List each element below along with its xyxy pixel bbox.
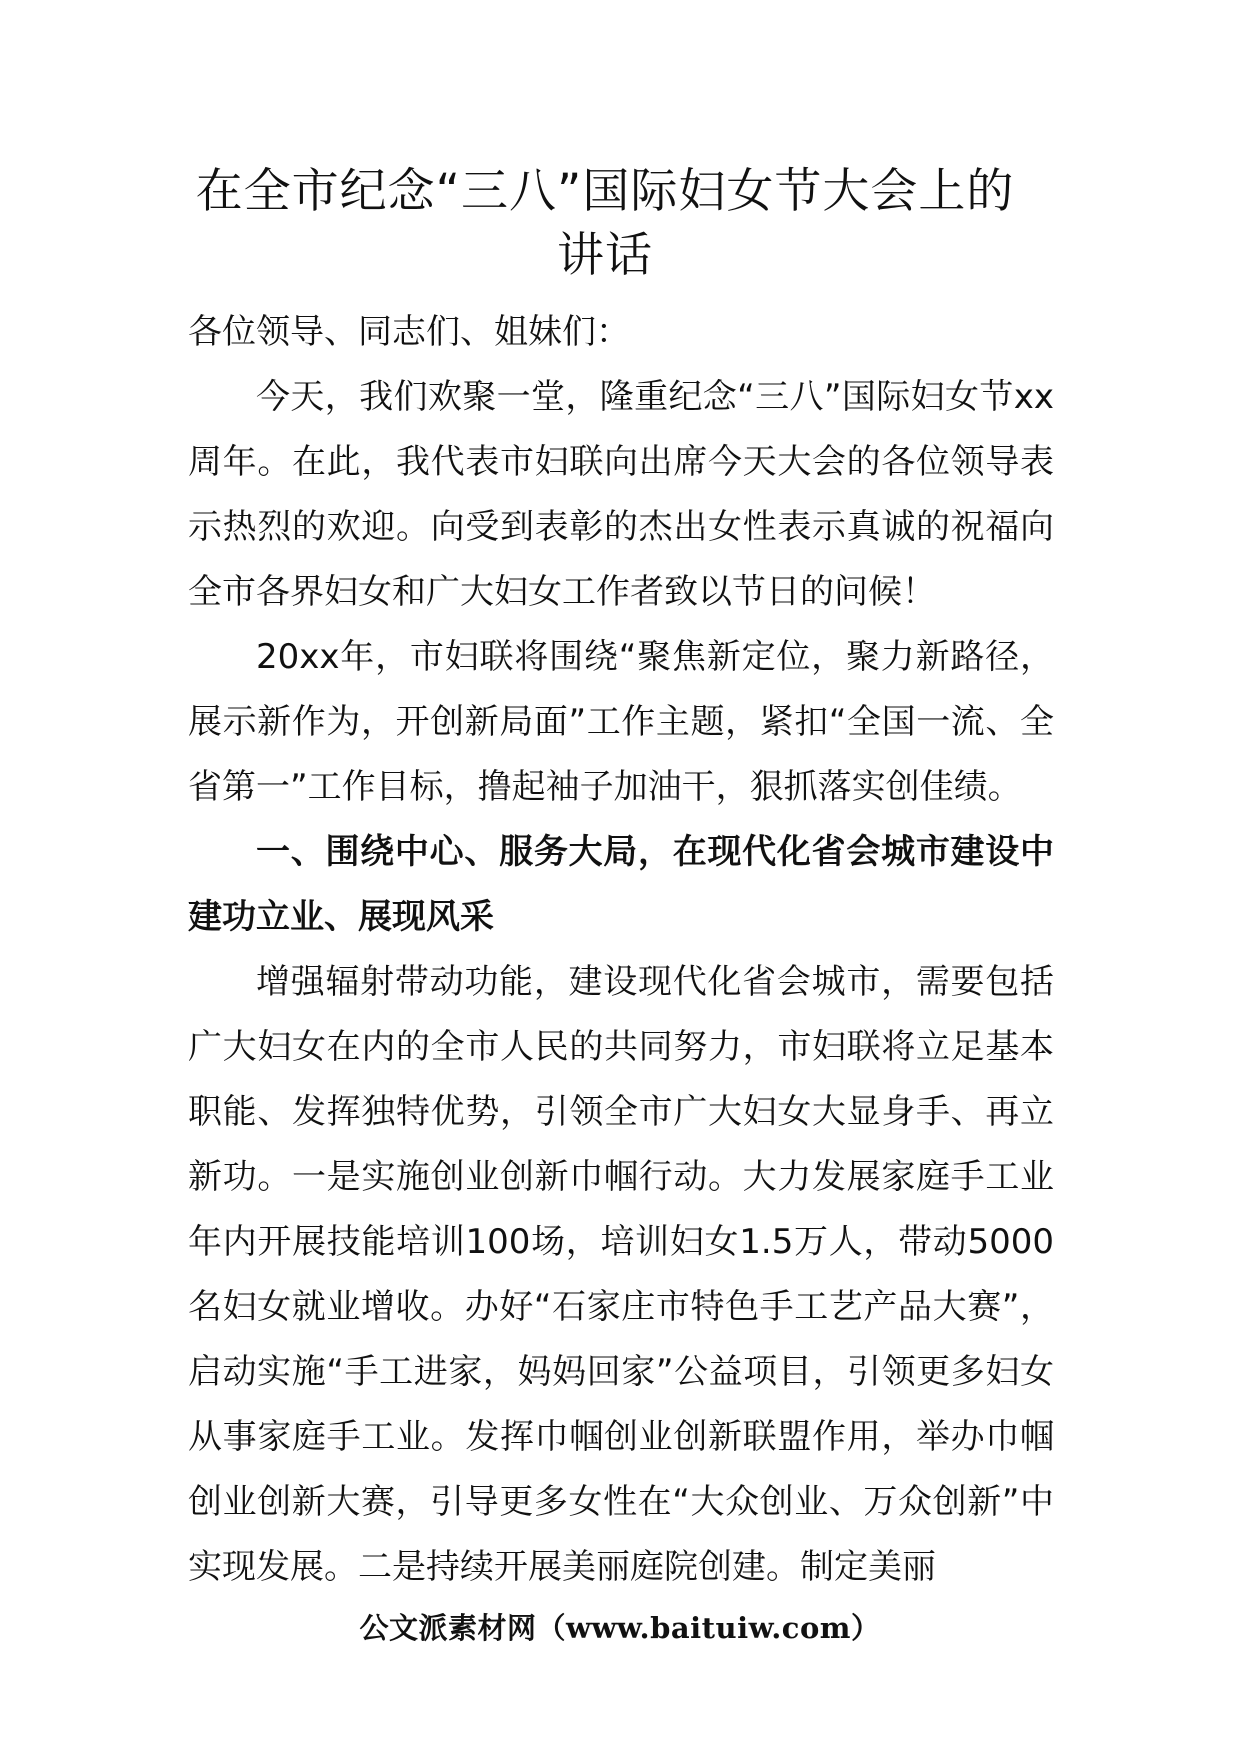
section-heading: 一、围绕中心、服务大局，在现代化省会城市建设中建功立业、展现风采: [188, 832, 1054, 937]
title-line-2: 讲话: [557, 228, 653, 283]
document-body: [188, 300, 1054, 1600]
section-paragraph: 增强辐射带动功能，建设现代化省会城市，需要包括广大妇女在内的全市人民的共同努力，市妇联将立足基本职能、发挥独特优势，引领全市广大妇女大显身手、再立新功。一是实施创业创新巾帼行动。大力发展家庭手工业年内开展技能培训100场，培训妇女1.5万人，带动5000名妇女就业增收。办好“石家庄市特色手工艺产品大赛”，启动实施“手工进家，妈妈回家”公益项目，引领更多妇女从事家庭手工业。发挥巾帼创业创新联盟作用，举办巾帼创业创新大赛，引导更多女性在“大众创业、万众创新”中实现发展。二是持续开展美丽庭院创建。制定美丽: [188, 962, 1054, 1587]
document-title: [150, 160, 1060, 288]
salutation: 各位领导、同志们、姐妹们：: [188, 312, 630, 352]
paragraph-theme: 20xx年，市妇联将围绕“聚焦新定位，聚力新路径，展示新作为，开创新局面”工作主题，紧扣“全国一流、全省第一”工作目标，撸起袖子加油干，狠抓落实创佳绩。: [188, 637, 1054, 807]
footer-watermark: 公文派素材网（www.baituiw.com）: [359, 1611, 881, 1645]
title-line-1: 在全市纪念“三八”国际妇女节大会上的: [195, 164, 1015, 219]
paragraph-opening: 今天，我们欢聚一堂，隆重纪念“三八”国际妇女节xx周年。在此，我代表市妇联向出席今天大会的各位领导表示热烈的欢迎。向受到表彰的杰出女性表示真诚的祝福向全市各界妇女和广大妇女工作者致以节日的问候！: [188, 377, 1054, 612]
